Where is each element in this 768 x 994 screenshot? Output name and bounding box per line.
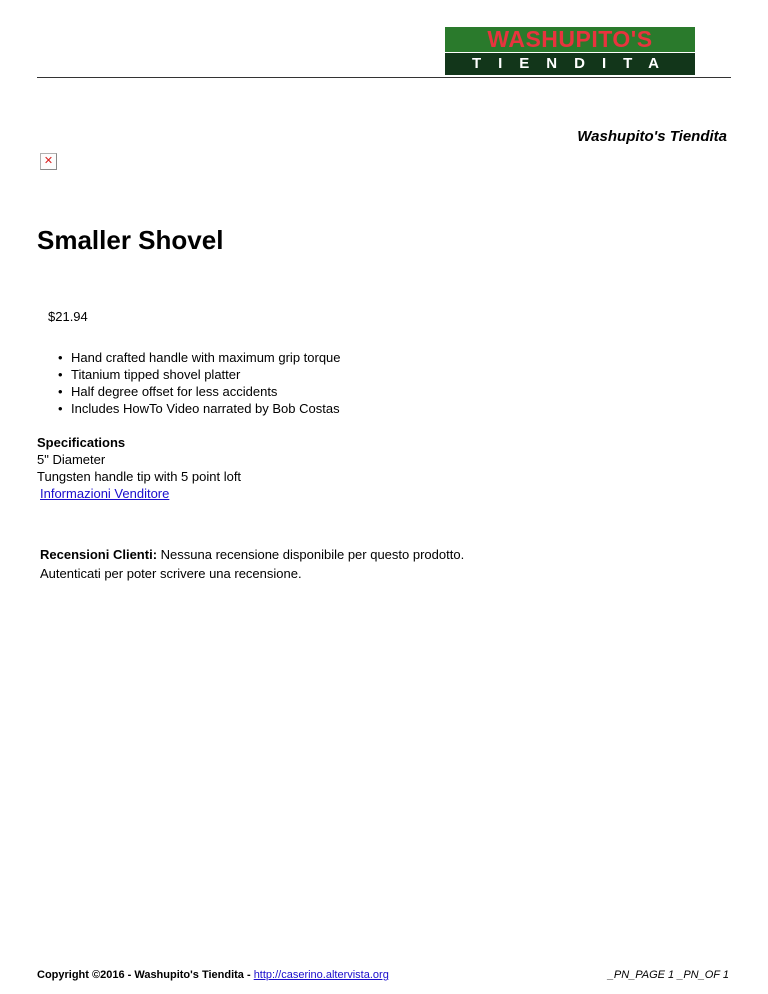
specifications-section bbox=[37, 434, 241, 502]
product-title: Smaller Shovel bbox=[37, 225, 224, 255]
feature-item: • Includes HowTo Video narrated by Bob Costas bbox=[56, 400, 341, 417]
login-to-review-text: Autenticati per poter scrivere una recensione. bbox=[40, 566, 302, 581]
specifications-heading: Specifications bbox=[37, 435, 126, 450]
logo-bottom-text: TIENDITA bbox=[445, 53, 695, 75]
logo-top-text: WASHUPITO'S bbox=[445, 27, 695, 52]
copyright-text: Copyright ©2016 - Washupito's Tiendita - bbox=[37, 969, 254, 981]
feature-list bbox=[56, 349, 341, 417]
header-divider bbox=[37, 77, 731, 78]
site-url-link[interactable]: http://caserino.altervista.org bbox=[253, 969, 389, 981]
feature-item: • Half degree offset for less accidents bbox=[56, 383, 341, 400]
spec-line: Tungsten handle tip with 5 point loft bbox=[37, 469, 242, 484]
reviews-text: Nessuna recensione disponibile per questo prodotto. bbox=[157, 547, 465, 562]
customer-reviews bbox=[40, 545, 464, 583]
footer-copyright bbox=[37, 969, 389, 981]
store-name: Washupito's Tiendita bbox=[577, 128, 727, 145]
vendor-info-link[interactable]: Informazioni Venditore bbox=[40, 486, 170, 501]
reviews-line bbox=[40, 545, 464, 564]
feature-item: • Hand crafted handle with maximum grip torque bbox=[56, 349, 341, 366]
page-number: _PN_PAGE 1 _PN_OF 1 bbox=[607, 969, 729, 981]
store-logo bbox=[445, 27, 695, 75]
spec-line: 5" Diameter bbox=[37, 452, 106, 467]
feature-item: • Titanium tipped shovel platter bbox=[56, 366, 341, 383]
broken-image-icon: ✕ bbox=[40, 153, 57, 170]
product-price: $21.94 bbox=[48, 309, 88, 324]
reviews-label: Recensioni Clienti: bbox=[40, 547, 158, 562]
